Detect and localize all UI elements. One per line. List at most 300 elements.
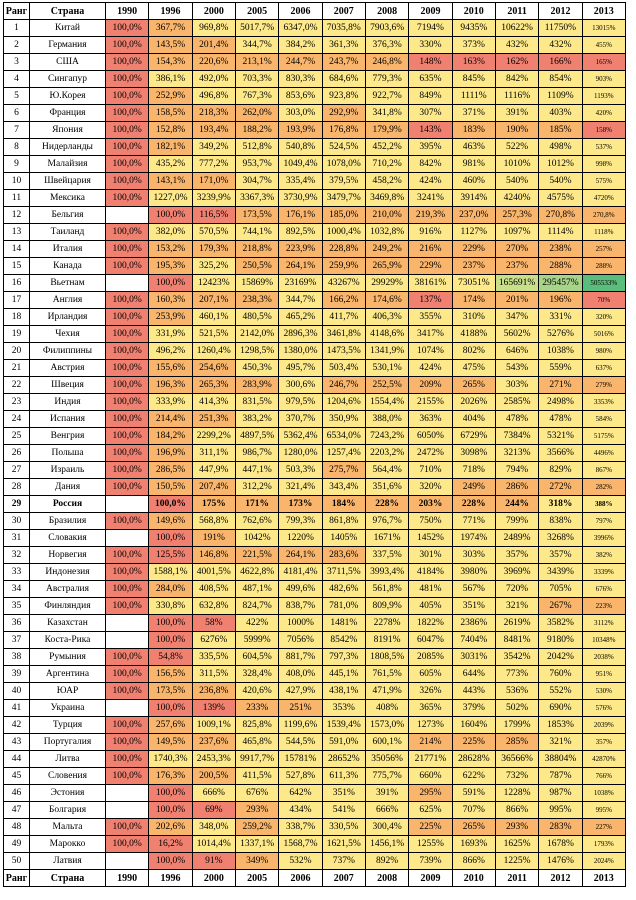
rank-cell: 26 [4, 445, 30, 462]
value-cell: 981% [452, 156, 495, 173]
table-row [4, 428, 626, 445]
table-row [4, 88, 626, 105]
country-cell: Норвегия [30, 547, 106, 564]
rank-cell: 22 [4, 377, 30, 394]
value-cell: 8542% [322, 632, 365, 649]
value-cell: 100,0% [106, 598, 149, 615]
rank-cell: 38 [4, 649, 30, 666]
value-cell: 532% [279, 853, 322, 870]
country-cell: Польша [30, 445, 106, 462]
column-header: 2011 [495, 3, 538, 20]
table-row [4, 836, 626, 853]
value-cell: 373% [452, 37, 495, 54]
value-cell: 1799% [495, 717, 538, 734]
rank-cell: 43 [4, 734, 30, 751]
value-cell: 38804% [539, 751, 582, 768]
table-row [4, 768, 626, 785]
value-cell: 184,2% [149, 428, 192, 445]
value-cell [106, 632, 149, 649]
value-cell: 335,4% [279, 173, 322, 190]
value-cell: 333,9% [149, 394, 192, 411]
value-cell: 867% [582, 462, 625, 479]
value-cell: 1257,4% [322, 445, 365, 462]
value-cell: 321% [495, 598, 538, 615]
value-cell: 1227,0% [149, 190, 192, 207]
value-cell: 100,0% [106, 462, 149, 479]
value-cell: 644% [452, 666, 495, 683]
table-row [4, 105, 626, 122]
country-cell: Япония [30, 122, 106, 139]
value-cell: 1199,6% [279, 717, 322, 734]
country-cell: Турция [30, 717, 106, 734]
country-cell: Англия [30, 292, 106, 309]
value-cell: 750% [409, 513, 452, 530]
value-cell: 922,7% [365, 88, 408, 105]
country-cell: Бельгия [30, 207, 106, 224]
value-cell: 2142,0% [235, 326, 278, 343]
value-cell: 311,5% [192, 666, 235, 683]
value-cell: 2155% [409, 394, 452, 411]
table-row [4, 156, 626, 173]
table-row [4, 190, 626, 207]
value-cell: 100,0% [149, 853, 192, 870]
value-cell: 35056% [365, 751, 408, 768]
value-cell: 179,9% [365, 122, 408, 139]
value-cell: 465,8% [235, 734, 278, 751]
value-cell: 330,5% [322, 819, 365, 836]
value-cell: 5276% [539, 326, 582, 343]
value-cell [106, 802, 149, 819]
value-cell: 1793% [582, 836, 625, 853]
value-cell: 4496% [582, 445, 625, 462]
value-cell: 193,9% [279, 122, 322, 139]
column-header: 2009 [409, 870, 452, 887]
value-cell: 684,6% [322, 71, 365, 88]
value-cell: 1604% [452, 717, 495, 734]
value-cell: 10348% [582, 632, 625, 649]
rank-cell: 7 [4, 122, 30, 139]
value-cell: 100,0% [149, 802, 192, 819]
value-cell: 100,0% [106, 649, 149, 666]
value-cell: 265,9% [365, 258, 408, 275]
rank-cell: 19 [4, 326, 30, 343]
rank-cell: 50 [4, 853, 30, 870]
value-cell: 1298,5% [235, 343, 278, 360]
value-cell: 465,2% [279, 309, 322, 326]
value-cell: 866% [452, 853, 495, 870]
value-cell: 5321% [539, 428, 582, 445]
country-cell: Бразилия [30, 513, 106, 530]
value-cell: 802% [452, 343, 495, 360]
value-cell: 162% [495, 54, 538, 71]
value-cell: 1204,6% [322, 394, 365, 411]
value-cell: 257,6% [149, 717, 192, 734]
value-cell: 799% [495, 513, 538, 530]
value-cell: 503,4% [322, 360, 365, 377]
value-cell: 349% [235, 853, 278, 870]
value-cell: 270,8% [539, 207, 582, 224]
value-cell: 361,3% [322, 37, 365, 54]
value-cell: 845% [452, 71, 495, 88]
value-cell: 1974% [452, 530, 495, 547]
value-cell: 15781% [279, 751, 322, 768]
value-cell: 3711,5% [322, 564, 365, 581]
value-cell: 223% [582, 598, 625, 615]
value-cell: 435,2% [149, 156, 192, 173]
value-cell: 3417% [409, 326, 452, 343]
rank-cell: 11 [4, 190, 30, 207]
column-header: Ранг [4, 3, 30, 20]
value-cell: 100,0% [106, 751, 149, 768]
value-cell: 143,5% [149, 37, 192, 54]
value-cell: 505533% [582, 275, 625, 292]
value-cell: 1225% [495, 853, 538, 870]
table-row [4, 241, 626, 258]
rank-cell: 49 [4, 836, 30, 853]
value-cell: 1000% [279, 615, 322, 632]
value-cell: 338,7% [279, 819, 322, 836]
table-row [4, 224, 626, 241]
value-cell: 146,8% [192, 547, 235, 564]
value-cell: 690% [539, 700, 582, 717]
value-cell: 866% [495, 802, 538, 819]
value-cell: 2453,3% [192, 751, 235, 768]
table-row [4, 309, 626, 326]
value-cell: 797% [582, 513, 625, 530]
value-cell: 3439% [539, 564, 582, 581]
value-cell: 2278% [365, 615, 408, 632]
value-cell: 100,0% [106, 292, 149, 309]
table-row [4, 751, 626, 768]
value-cell: 766% [582, 768, 625, 785]
value-cell: 2299,2% [192, 428, 235, 445]
value-cell: 455% [582, 37, 625, 54]
value-cell: 174,6% [365, 292, 408, 309]
column-header: 2009 [409, 3, 452, 20]
value-cell: 1228% [495, 785, 538, 802]
value-cell: 7035,8% [322, 20, 365, 37]
table-row [4, 547, 626, 564]
value-cell: 176,1% [279, 207, 322, 224]
value-cell: 849% [409, 88, 452, 105]
value-cell: 42870% [582, 751, 625, 768]
value-cell: 100,0% [149, 275, 192, 292]
value-cell: 160,3% [149, 292, 192, 309]
country-cell: Болгария [30, 802, 106, 819]
value-cell: 838,7% [279, 598, 322, 615]
value-cell: 2472% [409, 445, 452, 462]
value-cell: 521,5% [192, 326, 235, 343]
value-cell: 408% [365, 700, 408, 717]
column-header: 2010 [452, 870, 495, 887]
value-cell: 223,9% [279, 241, 322, 258]
value-cell: 7243,2% [365, 428, 408, 445]
value-cell: 355% [409, 309, 452, 326]
value-cell: 228% [365, 496, 408, 513]
value-cell: 321,4% [279, 479, 322, 496]
value-cell: 149,5% [149, 734, 192, 751]
value-cell: 391% [495, 105, 538, 122]
value-cell: 797,3% [322, 649, 365, 666]
value-cell: 233% [235, 700, 278, 717]
value-cell: 986,7% [235, 445, 278, 462]
country-cell: Румыния [30, 649, 106, 666]
value-cell: 376,3% [365, 37, 408, 54]
value-cell: 227% [582, 819, 625, 836]
value-cell: 5999% [235, 632, 278, 649]
value-cell: 357% [539, 547, 582, 564]
country-cell: Австрия [30, 360, 106, 377]
value-cell: 903% [582, 71, 625, 88]
column-header: 2006 [279, 3, 322, 20]
value-cell: 1097% [495, 224, 538, 241]
value-cell: 625% [409, 802, 452, 819]
header-row-top [4, 3, 626, 20]
rank-cell: 33 [4, 564, 30, 581]
value-cell: 4181,4% [279, 564, 322, 581]
value-cell: 207,4% [192, 479, 235, 496]
value-cell: 265% [452, 377, 495, 394]
column-header: 2005 [235, 870, 278, 887]
value-cell: 7903,6% [365, 20, 408, 37]
country-cell: Италия [30, 241, 106, 258]
value-cell: 760% [539, 666, 582, 683]
value-cell: 2585% [495, 394, 538, 411]
value-cell: 434% [279, 802, 322, 819]
value-cell: 54,8% [149, 649, 192, 666]
table-row [4, 71, 626, 88]
value-cell: 6729% [452, 428, 495, 445]
value-cell: 471,9% [365, 683, 408, 700]
value-cell: 478% [495, 411, 538, 428]
value-cell: 288% [582, 258, 625, 275]
column-header: 2010 [452, 3, 495, 20]
value-cell: 116,5% [192, 207, 235, 224]
rank-cell: 32 [4, 547, 30, 564]
rank-cell: 34 [4, 581, 30, 598]
value-cell: 391% [365, 785, 408, 802]
value-cell: 270,8% [582, 207, 625, 224]
value-cell: 267% [539, 598, 582, 615]
value-cell: 2203,2% [365, 445, 408, 462]
country-cell: Швеция [30, 377, 106, 394]
value-cell: 8481% [495, 632, 538, 649]
value-cell: 100,0% [106, 479, 149, 496]
table-row [4, 717, 626, 734]
table-row [4, 411, 626, 428]
value-cell: 605% [409, 666, 452, 683]
value-cell: 100,0% [106, 258, 149, 275]
value-cell: 201,4% [192, 37, 235, 54]
table-row [4, 258, 626, 275]
value-cell: 202,6% [149, 819, 192, 836]
country-cell: Ю.Корея [30, 88, 106, 105]
table-row [4, 20, 626, 37]
value-cell: 544,5% [279, 734, 322, 751]
value-cell: 1109% [539, 88, 582, 105]
value-cell: 11750% [539, 20, 582, 37]
value-cell: 1481% [322, 615, 365, 632]
value-cell: 149,6% [149, 513, 192, 530]
value-cell: 3367,3% [235, 190, 278, 207]
value-cell: 2039% [582, 717, 625, 734]
rank-cell: 8 [4, 139, 30, 156]
value-cell: 4184% [409, 564, 452, 581]
table-row [4, 275, 626, 292]
value-cell: 705% [539, 581, 582, 598]
value-cell: 637% [582, 360, 625, 377]
value-cell: 371% [452, 105, 495, 122]
rank-cell: 48 [4, 819, 30, 836]
value-cell: 100,0% [106, 173, 149, 190]
value-cell: 148% [409, 54, 452, 71]
value-cell: 304,7% [235, 173, 278, 190]
value-cell: 2489% [495, 530, 538, 547]
column-header: 2013 [582, 3, 625, 20]
value-cell: 447,1% [235, 462, 278, 479]
country-cell: ЮАР [30, 683, 106, 700]
value-cell: 249% [452, 479, 495, 496]
value-cell: 1337,1% [235, 836, 278, 853]
value-cell [106, 853, 149, 870]
value-cell: 744,1% [235, 224, 278, 241]
table-row [4, 54, 626, 71]
rank-cell: 10 [4, 173, 30, 190]
value-cell: 201% [495, 292, 538, 309]
value-cell: 173,5% [235, 207, 278, 224]
value-cell: 143,1% [149, 173, 192, 190]
value-cell: 203% [409, 496, 452, 513]
value-cell: 414,3% [192, 394, 235, 411]
value-cell: 301% [409, 547, 452, 564]
value-cell: 771% [452, 513, 495, 530]
column-header: 1990 [106, 3, 149, 20]
value-cell: 210,0% [365, 207, 408, 224]
value-cell: 5016% [582, 326, 625, 343]
value-cell: 214% [409, 734, 452, 751]
value-cell: 541% [322, 802, 365, 819]
value-cell: 1473,5% [322, 343, 365, 360]
value-cell: 1456,1% [365, 836, 408, 853]
country-cell: Таиланд [30, 224, 106, 241]
column-header: 1996 [149, 870, 192, 887]
value-cell: 271% [539, 377, 582, 394]
value-cell: 328,4% [235, 666, 278, 683]
country-cell: Вьетнам [30, 275, 106, 292]
header-row-bottom [4, 870, 626, 887]
rank-cell: 42 [4, 717, 30, 734]
value-cell: 445,1% [322, 666, 365, 683]
value-cell: 824,7% [235, 598, 278, 615]
value-cell: 881,7% [279, 649, 322, 666]
table-row [4, 513, 626, 530]
value-cell: 6347,0% [279, 20, 322, 37]
value-cell: 38161% [409, 275, 452, 292]
value-cell: 382,0% [149, 224, 192, 241]
value-cell: 732% [495, 768, 538, 785]
value-cell: 262,0% [235, 105, 278, 122]
value-cell: 250,5% [235, 258, 278, 275]
value-cell: 6276% [192, 632, 235, 649]
value-cell: 646% [495, 343, 538, 360]
value-cell: 154,3% [149, 54, 192, 71]
value-cell: 3031% [452, 649, 495, 666]
value-cell: 195,3% [149, 258, 192, 275]
value-cell: 293% [495, 819, 538, 836]
value-cell: 540,8% [279, 139, 322, 156]
value-cell: 386,1% [149, 71, 192, 88]
value-cell: 1074% [409, 343, 452, 360]
value-cell: 176,8% [322, 122, 365, 139]
value-cell: 244,7% [279, 54, 322, 71]
value-cell: 411,5% [235, 768, 278, 785]
value-cell [106, 207, 149, 224]
value-cell: 438,1% [322, 683, 365, 700]
value-cell: 100,0% [106, 88, 149, 105]
table-row [4, 700, 626, 717]
country-cell: Дания [30, 479, 106, 496]
value-cell: 536% [495, 683, 538, 700]
country-cell: Сингапур [30, 71, 106, 88]
value-cell: 257% [582, 241, 625, 258]
table-row [4, 292, 626, 309]
value-cell: 182,1% [149, 139, 192, 156]
value-cell: 295457% [539, 275, 582, 292]
value-cell: 100,0% [106, 581, 149, 598]
value-cell: 404% [452, 411, 495, 428]
value-cell: 1114% [539, 224, 582, 241]
value-cell: 179,3% [192, 241, 235, 258]
value-cell: 979,5% [279, 394, 322, 411]
value-cell: 3098% [452, 445, 495, 462]
value-cell: 36566% [495, 751, 538, 768]
value-cell: 259,9% [322, 258, 365, 275]
value-cell: 642% [279, 785, 322, 802]
value-cell: 288% [539, 258, 582, 275]
rank-cell: 31 [4, 530, 30, 547]
value-cell: 229% [452, 241, 495, 258]
value-cell: 831,5% [235, 394, 278, 411]
value-cell: 100,0% [106, 190, 149, 207]
value-cell: 158,5% [149, 105, 192, 122]
value-cell: 838% [539, 513, 582, 530]
value-cell: 1476% [539, 853, 582, 870]
value-cell: 100,0% [106, 360, 149, 377]
table-row [4, 343, 626, 360]
country-cell: Аргентина [30, 666, 106, 683]
value-cell: 16,2% [149, 836, 192, 853]
rank-cell: 20 [4, 343, 30, 360]
rank-cell: 17 [4, 292, 30, 309]
column-header: 2012 [539, 870, 582, 887]
value-cell: 559% [539, 360, 582, 377]
column-header: 2008 [365, 3, 408, 20]
value-cell: 236,8% [192, 683, 235, 700]
value-cell: 351,6% [365, 479, 408, 496]
value-cell: 379,5% [322, 173, 365, 190]
value-cell: 100,0% [106, 241, 149, 258]
value-cell: 496,2% [149, 343, 192, 360]
value-cell: 522% [495, 139, 538, 156]
value-cell: 635% [409, 71, 452, 88]
value-cell: 2085% [409, 649, 452, 666]
value-cell: 100,0% [149, 207, 192, 224]
value-cell: 575% [582, 173, 625, 190]
value-cell: 251% [279, 700, 322, 717]
value-cell: 2024% [582, 853, 625, 870]
value-cell: 443% [452, 683, 495, 700]
value-cell: 1010% [495, 156, 538, 173]
